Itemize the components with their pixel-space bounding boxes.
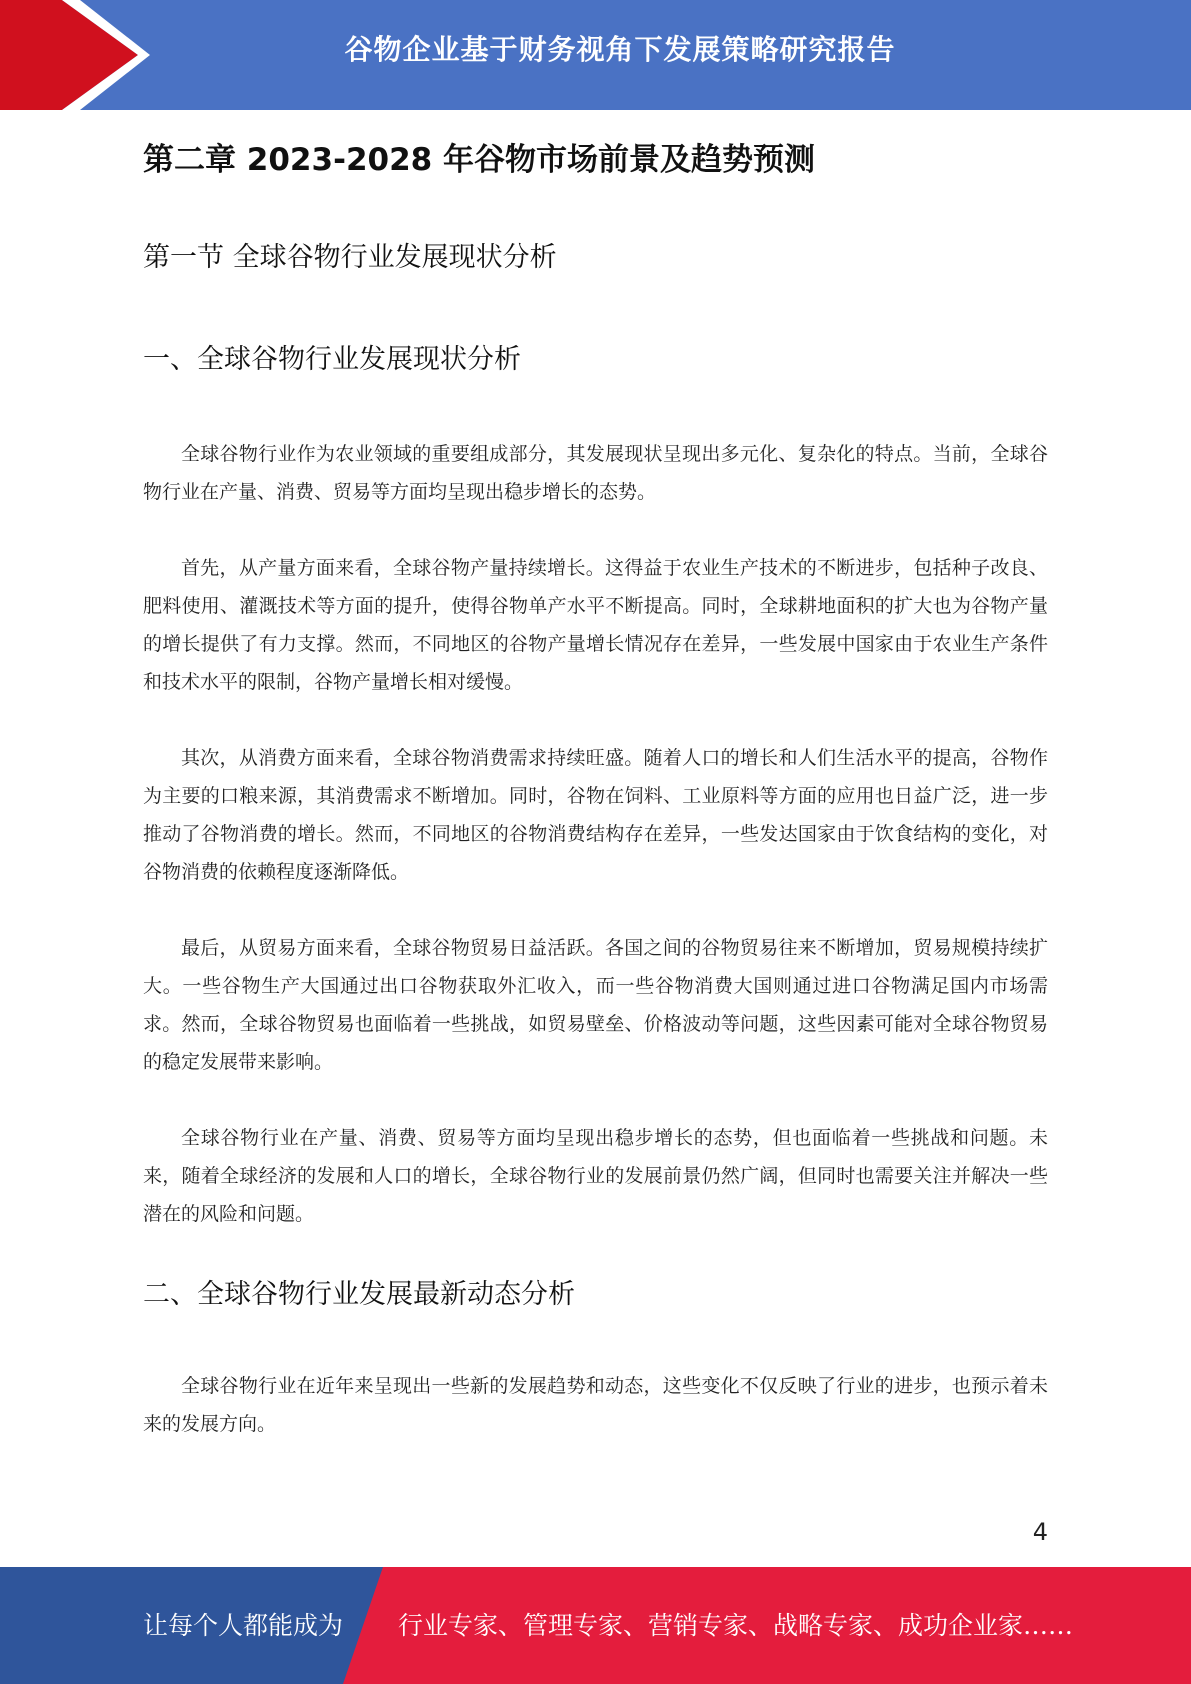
page-footer — [0, 1567, 1191, 1684]
paragraph: 全球谷物行业在近年来呈现出一些新的发展趋势和动态，这些变化不仅反映了行业的进步，也预示着未来的发展方向。 — [143, 1375, 1048, 1435]
chapter-title: 第二章 2023-2028 年谷物市场前景及趋势预测 — [143, 142, 816, 178]
paragraph: 全球谷物行业作为农业领域的重要组成部分，其发展现状呈现出多元化、复杂化的特点。当前，全球谷物行业在产量、消费、贸易等方面均呈现出稳步增长的态势。 — [143, 443, 1048, 503]
page-number: 4 — [1032, 1518, 1048, 1546]
header-chevron-icon — [0, 0, 150, 110]
paragraph: 最后，从贸易方面来看，全球谷物贸易日益活跃。各国之间的谷物贸易往来不断增加，贸易规模持续扩大。一些谷物生产大国通过出口谷物获取外汇收入，而一些谷物消费大国则通过进口谷物满足国内市场需求。然而，全球谷物贸易也面临着一些挑战，如贸易壁垒、价格波动等问题，这些因素可能对全球谷物贸易的稳定发展带来影响。 — [143, 937, 1048, 1073]
report-title: 谷物企业基于财务视角下发展策略研究报告 — [344, 33, 896, 66]
paragraph: 其次，从消费方面来看，全球谷物消费需求持续旺盛。随着人口的增长和人们生活水平的提高，谷物作为主要的口粮来源，其消费需求不断增加。同时，谷物在饲料、工业原料等方面的应用也日益广泛，进一步推动了谷物消费的增长。然而，不同地区的谷物消费结构存在差异，一些发达国家由于饮食结构的变化，对谷物消费的依赖程度逐渐降低。 — [143, 747, 1048, 883]
subsection-title-2: 二、全球谷物行业发展最新动态分析 — [143, 1279, 575, 1310]
page-content — [143, 130, 1048, 1443]
subsection-title-1: 一、全球谷物行业发展现状分析 — [143, 344, 521, 375]
paragraph: 首先，从产量方面来看，全球谷物产量持续增长。这得益于农业生产技术的不断进步，包括种子改良、肥料使用、灌溉技术等方面的提升，使得谷物单产水平不断提高。同时，全球耕地面积的扩大也为谷物产量的增长提供了有力支撑。然而，不同地区的谷物产量增长情况存在差异，一些发展中国家由于农业生产条件和技术水平的限制，谷物产量增长相对缓慢。 — [143, 557, 1048, 693]
page-header — [0, 0, 1191, 110]
footer-slogan-right: 行业专家、管理专家、营销专家、战略专家、成功企业家…… — [398, 1611, 1074, 1640]
section-title: 第一节 全球谷物行业发展现状分析 — [143, 242, 557, 273]
paragraph: 全球谷物行业在产量、消费、贸易等方面均呈现出稳步增长的态势，但也面临着一些挑战和问题。未来，随着全球经济的发展和人口的增长，全球谷物行业的发展前景仍然广阔，但同时也需要关注并解决一些潜在的风险和问题。 — [143, 1127, 1048, 1225]
footer-slogan-left: 让每个人都能成为 — [143, 1611, 344, 1640]
